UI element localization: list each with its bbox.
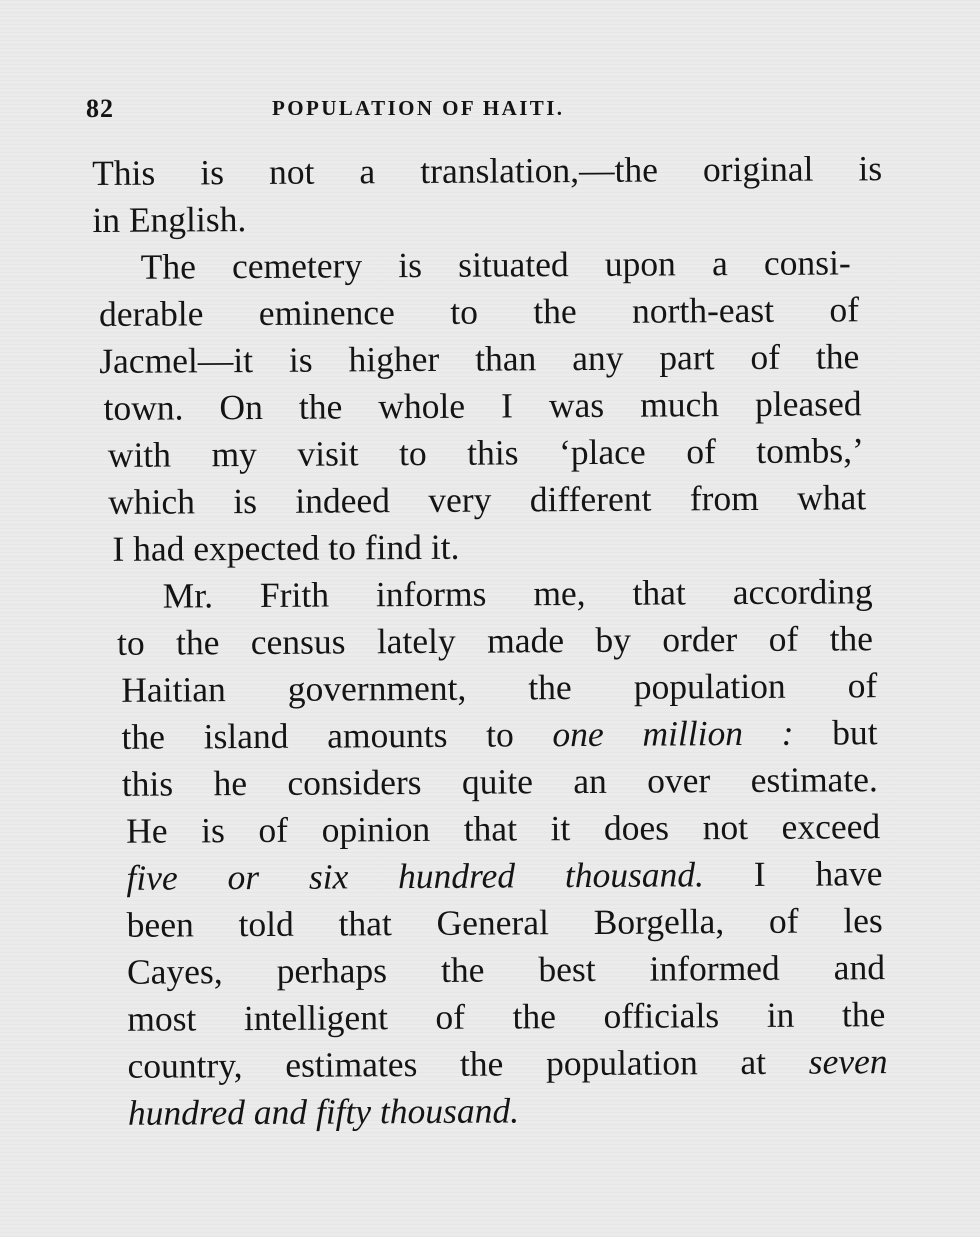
text-line <box>128 1085 888 1137</box>
text-line: this he considers quite an over estimate. <box>121 759 878 804</box>
text-line <box>127 1038 887 1090</box>
page-header <box>86 94 886 128</box>
text-line: I had expected to find it. <box>112 526 460 569</box>
paragraph-start-line: Mr. Frith informs me, that according <box>162 571 873 616</box>
text-line: which is indeed very different from what <box>108 477 867 522</box>
text-line: most intelligent of the officials in the <box>127 994 886 1039</box>
text-line: Jacmel—it is higher than any part of the <box>99 336 860 381</box>
running-head: POPULATION OF HAITI. <box>272 96 565 120</box>
text-line: to the census lately made by order of the <box>116 618 874 663</box>
italic-phrase: five or six hundred thousand. <box>126 854 705 898</box>
text-line: This is not a translation,—the original is <box>92 148 883 193</box>
text-line: town. On the whole I was much pleased <box>103 383 862 428</box>
page-number: 82 <box>86 94 114 123</box>
body-text <box>92 145 888 1137</box>
text-line: been told that General Borgella, of les <box>126 900 883 945</box>
text-line: Haitian government, the population of <box>121 665 878 710</box>
paragraph-start-line: The cemetery is situated upon a consi- <box>140 242 851 287</box>
text-segment: I have <box>753 853 883 894</box>
text-line: He is of opinion that it does not exceed <box>126 806 881 851</box>
italic-phrase: one million : <box>552 712 794 755</box>
text-segment: country, estimates the population at <box>127 1041 767 1086</box>
text-segment: but <box>832 712 878 753</box>
text-segment: the island amounts to <box>121 714 514 757</box>
text-line <box>126 850 882 902</box>
italic-phrase: hundred and fifty thousand. <box>127 1090 520 1133</box>
text-line: Cayes, perhaps the best informed and <box>126 947 886 992</box>
text-line: derable eminence to the north-east of <box>98 289 860 334</box>
text-line: with my visit to this ‘place of tombs,’ <box>107 430 864 475</box>
text-line <box>121 709 877 761</box>
text-line: in English. <box>92 199 247 240</box>
italic-phrase: seven <box>808 1041 888 1082</box>
